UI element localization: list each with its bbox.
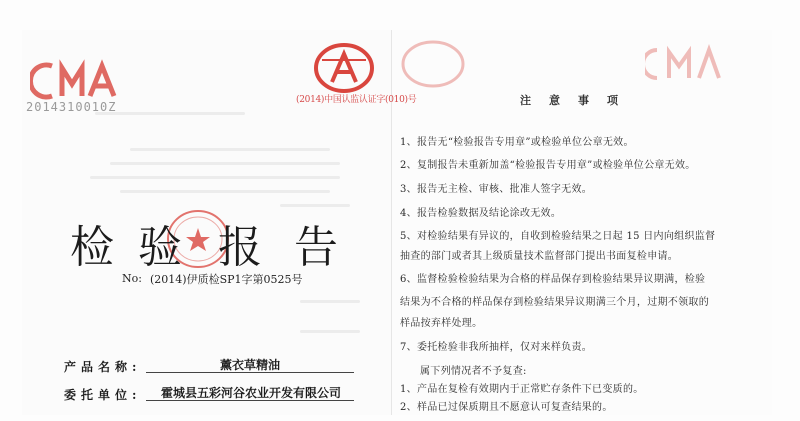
note-line: 7、委托检验非我所抽样，仅对来样负责。 <box>400 342 593 353</box>
note-line: 2、样品已过保质期且不愿意认可复查结果的。 <box>400 402 613 413</box>
title-char-3: 报 <box>218 222 262 273</box>
cma-certificate-number: 2014310010Z <box>26 100 117 114</box>
note-line: 5、对检验结果有异议的，自收到检验结果之日起 15 日内向组织监督 <box>400 231 716 242</box>
title-char-2: 验 <box>138 222 182 273</box>
note-line: 3、报告无主检、审核、批准人签字无效。 <box>400 184 593 195</box>
report-number: (2014)伊质检SP1字第0525号 <box>150 273 303 286</box>
note-line: 结果为不合格的样品保存到检验结果异议期满三个月，过期不领取的 <box>400 297 709 308</box>
notes-title: 注意事项 <box>520 94 636 107</box>
cal-logo <box>312 42 376 98</box>
client-label: 委托单位: <box>64 388 142 402</box>
cal-certificate-caption: (2014)中国认监认证字(010)号 <box>296 95 417 105</box>
faint-cma-icon <box>645 42 735 90</box>
note-line: 1、产品在复检有效期内于正常贮存条件下已变质的。 <box>400 384 644 395</box>
client-value: 霍城县五彩河谷农业开发有限公司 <box>160 386 341 400</box>
page-fold <box>391 30 392 415</box>
note-line: 2、复制报告未重新加盖“检验报告专用章”或检验单位公章无效。 <box>400 160 696 171</box>
product-name-label: 产品名称: <box>64 360 142 374</box>
note-line: 6、监督检验检验结果为合格的样品保存到检验结果异议期满，检验 <box>400 274 706 285</box>
product-name-value: 薰衣草精油 <box>219 358 280 372</box>
note-line: 1、报告无“检验报告专用章”或检验单位公章无效。 <box>400 137 634 148</box>
product-name-underline <box>146 372 354 373</box>
title-char-4: 告 <box>294 222 338 273</box>
title-char-1: 检 <box>70 222 114 273</box>
note-line: 4、报告检验数据及结论涂改无效。 <box>400 208 562 219</box>
report-number-label: No: <box>122 272 142 285</box>
note-line: 样品按弃样处理。 <box>400 318 483 329</box>
note-line: 抽查的部门或者其上级质量技术监督部门提出书面复检申请。 <box>400 251 679 262</box>
note-subheading: 属下列情况者不予复查: <box>420 366 527 377</box>
client-underline <box>146 400 354 401</box>
faint-seal-icon <box>398 38 468 94</box>
